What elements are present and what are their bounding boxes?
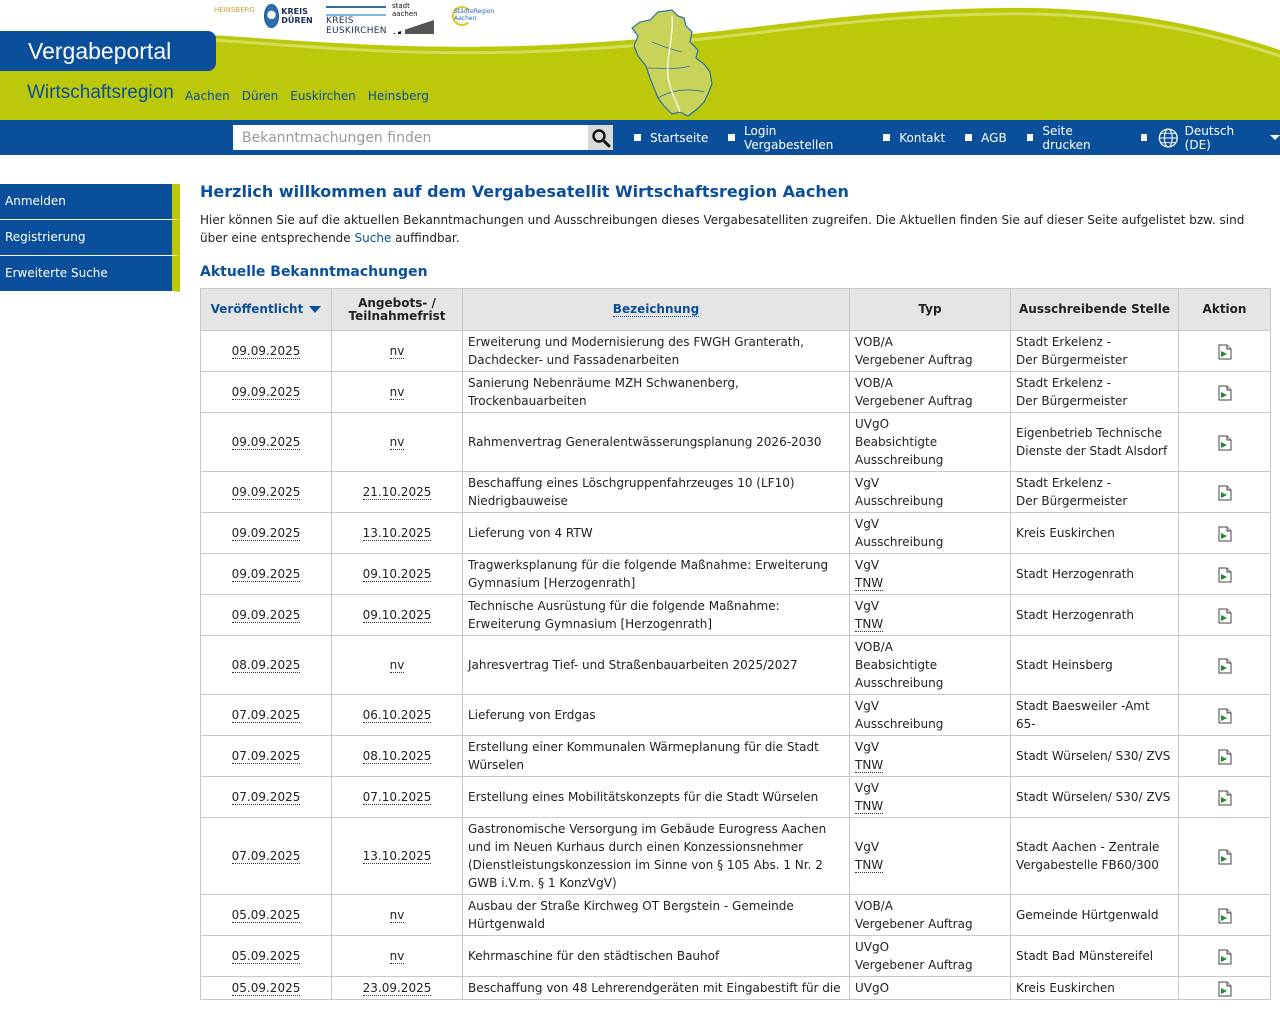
notice-type: TNW — [855, 758, 884, 772]
notice-title[interactable]: Sanierung Nebenräume MZH Schwanenberg, Trockenbauarbeiten — [468, 376, 739, 408]
main-content — [200, 180, 1270, 1000]
dueren-emblem-icon — [264, 4, 279, 28]
deadline-date: nv — [389, 908, 405, 922]
deadline-date: nv — [389, 344, 405, 358]
published-date: 05.09.2025 — [231, 981, 301, 995]
open-document-button[interactable] — [1218, 526, 1232, 540]
notice-title[interactable]: Ausbau der Straße Kirchweg OT Bergstein - Gemeinde Hürtgenwald — [468, 899, 794, 931]
notice-type: Beabsichtigte Ausschreibung — [855, 435, 944, 467]
section-title: Aktuelle Bekanntmachungen — [200, 264, 428, 280]
open-document-button[interactable] — [1218, 790, 1232, 804]
nav-label: AGB — [981, 130, 1007, 145]
open-document-button[interactable] — [1218, 981, 1232, 995]
cell-title[interactable] — [463, 695, 850, 736]
notice-type: TNW — [855, 799, 884, 813]
deadline-date: 08.10.2025 — [362, 749, 432, 763]
sidebar-item-anmelden[interactable]: Anmelden — [0, 184, 180, 220]
column-header-action: Aktion — [1179, 289, 1271, 331]
deadline-date: 07.10.2025 — [362, 790, 432, 804]
search-icon — [591, 128, 611, 148]
cell-issuer — [1011, 895, 1179, 936]
notice-type: Ausschreibung — [855, 494, 944, 508]
cell-published — [201, 636, 332, 695]
cell-published — [201, 372, 332, 413]
document-open-icon — [1218, 908, 1232, 924]
procedure-type: VOB/A — [855, 899, 893, 913]
notice-type: Vergebener Auftrag — [855, 353, 973, 367]
deadline-date: 23.09.2025 — [362, 981, 432, 995]
document-open-icon — [1218, 708, 1232, 724]
table-row — [201, 818, 1271, 895]
notice-title[interactable]: Rahmenvertrag Generalentwässerungsplanung 2026-2030 — [468, 435, 822, 449]
region-map-icon — [628, 6, 716, 120]
published-date: 09.09.2025 — [231, 385, 301, 399]
cell-type — [850, 777, 1011, 818]
nav-kontakt[interactable] — [883, 131, 945, 145]
published-date: 07.09.2025 — [231, 749, 301, 763]
cell-deadline — [332, 372, 463, 413]
sort-desc-icon — [309, 306, 321, 313]
cell-title[interactable] — [463, 513, 850, 554]
cell-published — [201, 595, 332, 636]
procedure-type: UVgO — [855, 417, 890, 431]
deadline-date: nv — [389, 435, 405, 449]
cell-deadline — [332, 695, 463, 736]
notice-title[interactable]: Tragwerksplanung für die folgende Maßnahme: Erweiterung Gymnasium [Herzogenrath] — [468, 558, 829, 590]
nav-label: Login Vergabestellen — [744, 123, 834, 152]
cell-deadline — [332, 936, 463, 977]
cell-published — [201, 936, 332, 977]
cell-action — [1179, 818, 1271, 895]
notice-type: Beabsichtigte Ausschreibung — [855, 658, 944, 690]
open-document-button[interactable] — [1218, 485, 1232, 499]
region-link-euskirchen[interactable]: Euskirchen — [290, 89, 356, 103]
nav-links — [634, 120, 1280, 155]
cell-action — [1179, 636, 1271, 695]
cell-issuer — [1011, 595, 1179, 636]
cell-type — [850, 554, 1011, 595]
cell-published — [201, 736, 332, 777]
document-open-icon — [1218, 790, 1232, 806]
cell-issuer — [1011, 472, 1179, 513]
cell-action — [1179, 472, 1271, 513]
published-date: 09.09.2025 — [231, 608, 301, 622]
cell-type — [850, 331, 1011, 372]
notice-type: Ausschreibung — [855, 717, 944, 731]
table-row — [201, 695, 1271, 736]
cell-title[interactable] — [463, 777, 850, 818]
chevron-down-icon — [1270, 135, 1280, 140]
cell-published — [201, 818, 332, 895]
cell-issuer — [1011, 695, 1179, 736]
issuer-name: Eigenbetrieb Technische Dienste der Stadt Alsdorf — [1016, 426, 1168, 458]
region-title: Wirtschaftsregion — [27, 82, 174, 103]
cell-issuer — [1011, 977, 1179, 1000]
notice-title[interactable]: Lieferung von 4 RTW — [468, 526, 593, 540]
open-document-button[interactable] — [1218, 435, 1232, 449]
notice-title[interactable]: Lieferung von Erdgas — [468, 708, 596, 722]
heinsberg-logo-text: HEINSBERG — [214, 6, 255, 14]
procedure-type: UVgO — [855, 940, 890, 954]
cell-type — [850, 736, 1011, 777]
notice-type: Vergebener Auftrag — [855, 958, 973, 972]
stadt-aachen-logo[interactable] — [392, 2, 434, 30]
published-date: 08.09.2025 — [231, 658, 301, 672]
table-row — [201, 554, 1271, 595]
table-row — [201, 413, 1271, 472]
issuer-name: Stadt Herzogenrath — [1016, 608, 1134, 622]
notice-title[interactable]: Erstellung eines Mobilitätskonzepts für die Stadt Würselen — [468, 790, 819, 804]
cell-action — [1179, 331, 1271, 372]
intro-suffix: auffindbar. — [395, 231, 460, 245]
sidebar-item-erweiterte-suche[interactable]: Erweiterte Suche — [0, 256, 180, 292]
table-row — [201, 472, 1271, 513]
bullet-icon — [1141, 134, 1148, 141]
notice-title[interactable]: Erstellung einer Kommunalen Wärmeplanung für die Stadt Würselen — [468, 740, 819, 772]
issuer-name: Gemeinde Hürtgenwald — [1016, 908, 1159, 922]
cell-deadline — [332, 595, 463, 636]
table-row — [201, 331, 1271, 372]
cell-published — [201, 472, 332, 513]
cell-action — [1179, 595, 1271, 636]
procedure-type: VgV — [855, 699, 880, 713]
open-document-button[interactable] — [1218, 749, 1232, 763]
search-button[interactable] — [588, 125, 613, 150]
cell-title[interactable] — [463, 895, 850, 936]
cell-issuer — [1011, 413, 1179, 472]
euskirchen-waves-icon — [326, 6, 386, 16]
kreis-euskirchen-logo[interactable] — [326, 2, 387, 36]
dueren-logo-text: KREIS DÜREN — [281, 7, 313, 25]
document-open-icon — [1218, 608, 1232, 624]
cell-type — [850, 472, 1011, 513]
issuer-name: Kreis Euskirchen — [1016, 981, 1115, 995]
document-open-icon — [1218, 749, 1232, 765]
language-selector[interactable] — [1141, 124, 1280, 152]
procedure-type: VgV — [855, 740, 880, 754]
cell-published — [201, 413, 332, 472]
issuer-name: Kreis Euskirchen — [1016, 526, 1115, 540]
nav-agb[interactable] — [965, 131, 1007, 145]
cell-issuer — [1011, 736, 1179, 777]
cell-deadline — [332, 636, 463, 695]
published-date: 09.09.2025 — [231, 344, 301, 358]
cell-type — [850, 636, 1011, 695]
issuer-name: Stadt Aachen - Zentrale Vergabestelle FB60/300 — [1016, 840, 1160, 872]
column-label: Angebots- / — [358, 295, 436, 310]
cell-title[interactable] — [463, 413, 850, 472]
open-document-button[interactable] — [1218, 708, 1232, 722]
document-open-icon — [1218, 526, 1232, 542]
nav-startseite[interactable] — [634, 131, 708, 145]
column-label: Teilnahmefrist — [348, 308, 446, 323]
procedure-type: VOB/A — [855, 376, 893, 390]
cell-issuer — [1011, 554, 1179, 595]
cell-type — [850, 895, 1011, 936]
deadline-date: 13.10.2025 — [362, 526, 432, 540]
cell-title[interactable] — [463, 636, 850, 695]
table-row — [201, 736, 1271, 777]
column-label: Bezeichnung — [612, 302, 700, 316]
bullet-icon — [728, 134, 735, 141]
document-open-icon — [1218, 949, 1232, 965]
cell-action — [1179, 372, 1271, 413]
column-header-issuer: Ausschreibende Stelle — [1011, 289, 1179, 331]
document-open-icon — [1218, 658, 1232, 674]
document-open-icon — [1218, 485, 1232, 501]
document-open-icon — [1218, 435, 1232, 451]
issuer-name: Stadt Heinsberg — [1016, 658, 1113, 672]
cell-type — [850, 936, 1011, 977]
cell-deadline — [332, 977, 463, 1000]
cell-action — [1179, 736, 1271, 777]
cell-title[interactable] — [463, 936, 850, 977]
cell-action — [1179, 936, 1271, 977]
issuer-name: Stadt Würselen/ S30/ ZVS — [1016, 790, 1171, 804]
open-document-button[interactable] — [1218, 567, 1232, 581]
notice-type: TNW — [855, 576, 884, 590]
table-row — [201, 372, 1271, 413]
staedteregion-logo-text: StädteRegion Aachen — [454, 8, 495, 22]
issuer-name: Stadt Erkelenz - Der Bürgermeister — [1016, 376, 1128, 408]
search-input[interactable] — [233, 125, 589, 150]
notice-type: TNW — [855, 858, 884, 872]
nav-label: Seite drucken — [1042, 123, 1091, 152]
deadline-date: 06.10.2025 — [362, 708, 432, 722]
cell-title[interactable] — [463, 977, 850, 1000]
document-open-icon — [1218, 385, 1232, 401]
column-header-published[interactable] — [201, 289, 332, 331]
bullet-icon — [883, 134, 890, 141]
table-row — [201, 636, 1271, 695]
cell-type — [850, 413, 1011, 472]
cell-title[interactable] — [463, 372, 850, 413]
table-row — [201, 513, 1271, 554]
cell-title[interactable] — [463, 472, 850, 513]
cell-action — [1179, 977, 1271, 1000]
nav-seite-drucken[interactable] — [1027, 124, 1121, 152]
cell-type — [850, 695, 1011, 736]
procedure-type: VOB/A — [855, 640, 893, 654]
open-document-button[interactable] — [1218, 949, 1232, 963]
main-navbar — [0, 120, 1280, 155]
cell-action — [1179, 895, 1271, 936]
published-date: 09.09.2025 — [231, 567, 301, 581]
procedure-type: VgV — [855, 840, 880, 854]
published-date: 09.09.2025 — [231, 435, 301, 449]
cell-issuer — [1011, 372, 1179, 413]
nav-label: Kontakt — [899, 130, 946, 145]
cell-type — [850, 513, 1011, 554]
procedure-type: VgV — [855, 517, 880, 531]
table-row — [201, 936, 1271, 977]
cell-deadline — [332, 554, 463, 595]
language-label: Deutsch (DE) — [1184, 123, 1235, 152]
cell-issuer — [1011, 818, 1179, 895]
notice-title[interactable]: Beschaffung eines Löschgruppenfahrzeuges 10 (LF10) Niedrigbauweise — [468, 476, 795, 508]
deadline-date: nv — [389, 658, 405, 672]
sidebar — [0, 184, 180, 292]
notice-type: TNW — [855, 617, 884, 631]
cell-action — [1179, 695, 1271, 736]
cell-deadline — [332, 413, 463, 472]
cell-action — [1179, 513, 1271, 554]
nav-label: Startseite — [650, 130, 709, 145]
table-row — [201, 777, 1271, 818]
issuer-name: Stadt Erkelenz - Der Bürgermeister — [1016, 476, 1128, 508]
bullet-icon — [634, 134, 641, 141]
procedure-type: VgV — [855, 476, 880, 490]
issuer-name: Stadt Bad Münstereifel — [1016, 949, 1154, 963]
cell-type — [850, 818, 1011, 895]
region-link-heinsberg[interactable]: Heinsberg — [367, 89, 429, 103]
issuer-name: Stadt Herzogenrath — [1016, 567, 1134, 581]
cell-deadline — [332, 513, 463, 554]
bullet-icon — [965, 134, 972, 141]
cell-action — [1179, 413, 1271, 472]
sidebar-item-registrierung[interactable]: Registrierung — [0, 220, 180, 256]
document-open-icon — [1218, 344, 1232, 360]
table-header-row — [201, 289, 1271, 331]
cell-action — [1179, 554, 1271, 595]
cell-title[interactable] — [463, 736, 850, 777]
cell-published — [201, 777, 332, 818]
cell-issuer — [1011, 777, 1179, 818]
cell-type — [850, 977, 1011, 1000]
issuer-name: Stadt Baesweiler -Amt 65- — [1016, 699, 1150, 731]
notice-title[interactable]: Gastronomische Versorgung im Gebäude Eurogress Aachen und im Neuen Kurhaus durch einen Konzessionsnehmer (Dienstleistungskonzession im Sinne von § 105 Abs. 1 Nr. 2 GWB i.V.m. § 1 KonzVgV) — [468, 822, 827, 890]
deadline-date: 09.10.2025 — [362, 608, 432, 622]
document-open-icon — [1218, 567, 1232, 583]
cell-type — [850, 595, 1011, 636]
notice-title[interactable]: Erweiterung und Modernisierung des FWGH Granterath, Dachdecker- und Fassadenarbeiten — [468, 335, 804, 367]
cell-issuer — [1011, 636, 1179, 695]
intro-text — [200, 211, 1270, 247]
cell-published — [201, 513, 332, 554]
published-date: 09.09.2025 — [231, 526, 301, 540]
issuer-name: Stadt Würselen/ S30/ ZVS — [1016, 749, 1171, 763]
open-document-button[interactable] — [1218, 658, 1232, 672]
region-link-aachen[interactable]: Aachen — [185, 89, 230, 103]
cell-deadline — [332, 472, 463, 513]
cell-title[interactable] — [463, 554, 850, 595]
cell-published — [201, 977, 332, 1000]
notice-type: Vergebener Auftrag — [855, 917, 973, 931]
procedure-type: VOB/A — [855, 335, 893, 349]
column-header-type: Typ — [850, 289, 1011, 331]
region-links — [185, 89, 429, 103]
cell-issuer — [1011, 936, 1179, 977]
page-title: Herzlich willkommen auf dem Vergabesatellit Wirtschaftsregion Aachen — [200, 182, 849, 201]
published-date: 07.09.2025 — [231, 849, 301, 863]
search-link[interactable]: Suche — [354, 231, 392, 245]
open-document-button[interactable] — [1218, 849, 1232, 863]
open-document-button[interactable] — [1218, 608, 1232, 622]
cell-deadline — [332, 736, 463, 777]
cell-published — [201, 331, 332, 372]
site-header — [0, 0, 1280, 120]
published-date: 05.09.2025 — [231, 949, 301, 963]
cell-deadline — [332, 895, 463, 936]
open-document-button[interactable] — [1218, 344, 1232, 358]
kreis-dueren-logo[interactable] — [264, 2, 318, 30]
procedure-type: VgV — [855, 599, 880, 613]
table-row — [201, 977, 1271, 1000]
notice-title[interactable]: Jahresvertrag Tief- und Straßenbauarbeiten 2025/2027 — [468, 658, 798, 672]
region-link-dueren[interactable]: Düren — [241, 89, 279, 103]
deadline-date: 13.10.2025 — [362, 849, 432, 863]
deadline-date: nv — [389, 949, 405, 963]
intro-body: Hier können Sie auf die aktuellen Bekanntmachungen und Ausschreibungen dieses Vergabesatelliten zugreifen. Die Aktuellen finden Sie auf dieser Seite aufgelistet bzw. sind über eine entsprechende — [200, 213, 1245, 245]
cell-deadline — [332, 331, 463, 372]
column-header-deadline — [332, 289, 463, 331]
notice-title[interactable]: Technische Ausrüstung für die folgende Maßnahme: Erweiterung Gymnasium [Herzogenrath] — [468, 599, 780, 631]
published-date: 07.09.2025 — [231, 790, 301, 804]
cell-title[interactable] — [463, 818, 850, 895]
table-row — [201, 895, 1271, 936]
aachen-logo-text: stadt aachen — [392, 2, 418, 18]
cell-published — [201, 695, 332, 736]
table-row — [201, 595, 1271, 636]
deadline-date: 09.10.2025 — [362, 567, 432, 581]
issuer-name: Stadt Erkelenz - Der Bürgermeister — [1016, 335, 1128, 367]
cell-title[interactable] — [463, 595, 850, 636]
notice-title[interactable]: Beschaffung von 48 Lehrerendgeräten mit Eingabestift für die — [468, 981, 841, 995]
column-label: Veröffentlicht — [210, 302, 304, 316]
deadline-date: nv — [389, 385, 405, 399]
published-date: 09.09.2025 — [231, 485, 301, 499]
cell-action — [1179, 777, 1271, 818]
cell-issuer — [1011, 513, 1179, 554]
procedure-type: VgV — [855, 781, 880, 795]
cell-published — [201, 895, 332, 936]
cell-published — [201, 554, 332, 595]
portal-title[interactable]: Vergabeportal — [0, 31, 216, 71]
procedure-type: UVgO — [855, 981, 890, 995]
published-date: 05.09.2025 — [231, 908, 301, 922]
nav-login-vergabestellen[interactable] — [728, 124, 863, 152]
procedure-type: VgV — [855, 558, 880, 572]
cell-type — [850, 372, 1011, 413]
published-date: 07.09.2025 — [231, 708, 301, 722]
open-document-button[interactable] — [1218, 908, 1232, 922]
document-open-icon — [1218, 981, 1232, 997]
column-header-title[interactable] — [463, 289, 850, 331]
staedteregion-logo[interactable] — [440, 2, 496, 30]
open-document-button[interactable] — [1218, 385, 1232, 399]
cell-deadline — [332, 818, 463, 895]
bullet-icon — [1027, 134, 1034, 141]
notice-title[interactable]: Kehrmaschine für den städtischen Bauhof — [468, 949, 720, 963]
document-open-icon — [1218, 849, 1232, 865]
notice-type: Ausschreibung — [855, 535, 944, 549]
cell-issuer — [1011, 331, 1179, 372]
cell-title[interactable] — [463, 331, 850, 372]
cell-deadline — [332, 777, 463, 818]
deadline-date: 21.10.2025 — [362, 485, 432, 499]
notices-table — [200, 288, 1271, 1000]
euskirchen-logo-text: KREIS EUSKIRCHEN — [326, 16, 387, 36]
globe-icon — [1158, 127, 1179, 149]
heinsberg-logo[interactable] — [214, 6, 258, 28]
notice-type: Vergebener Auftrag — [855, 394, 973, 408]
